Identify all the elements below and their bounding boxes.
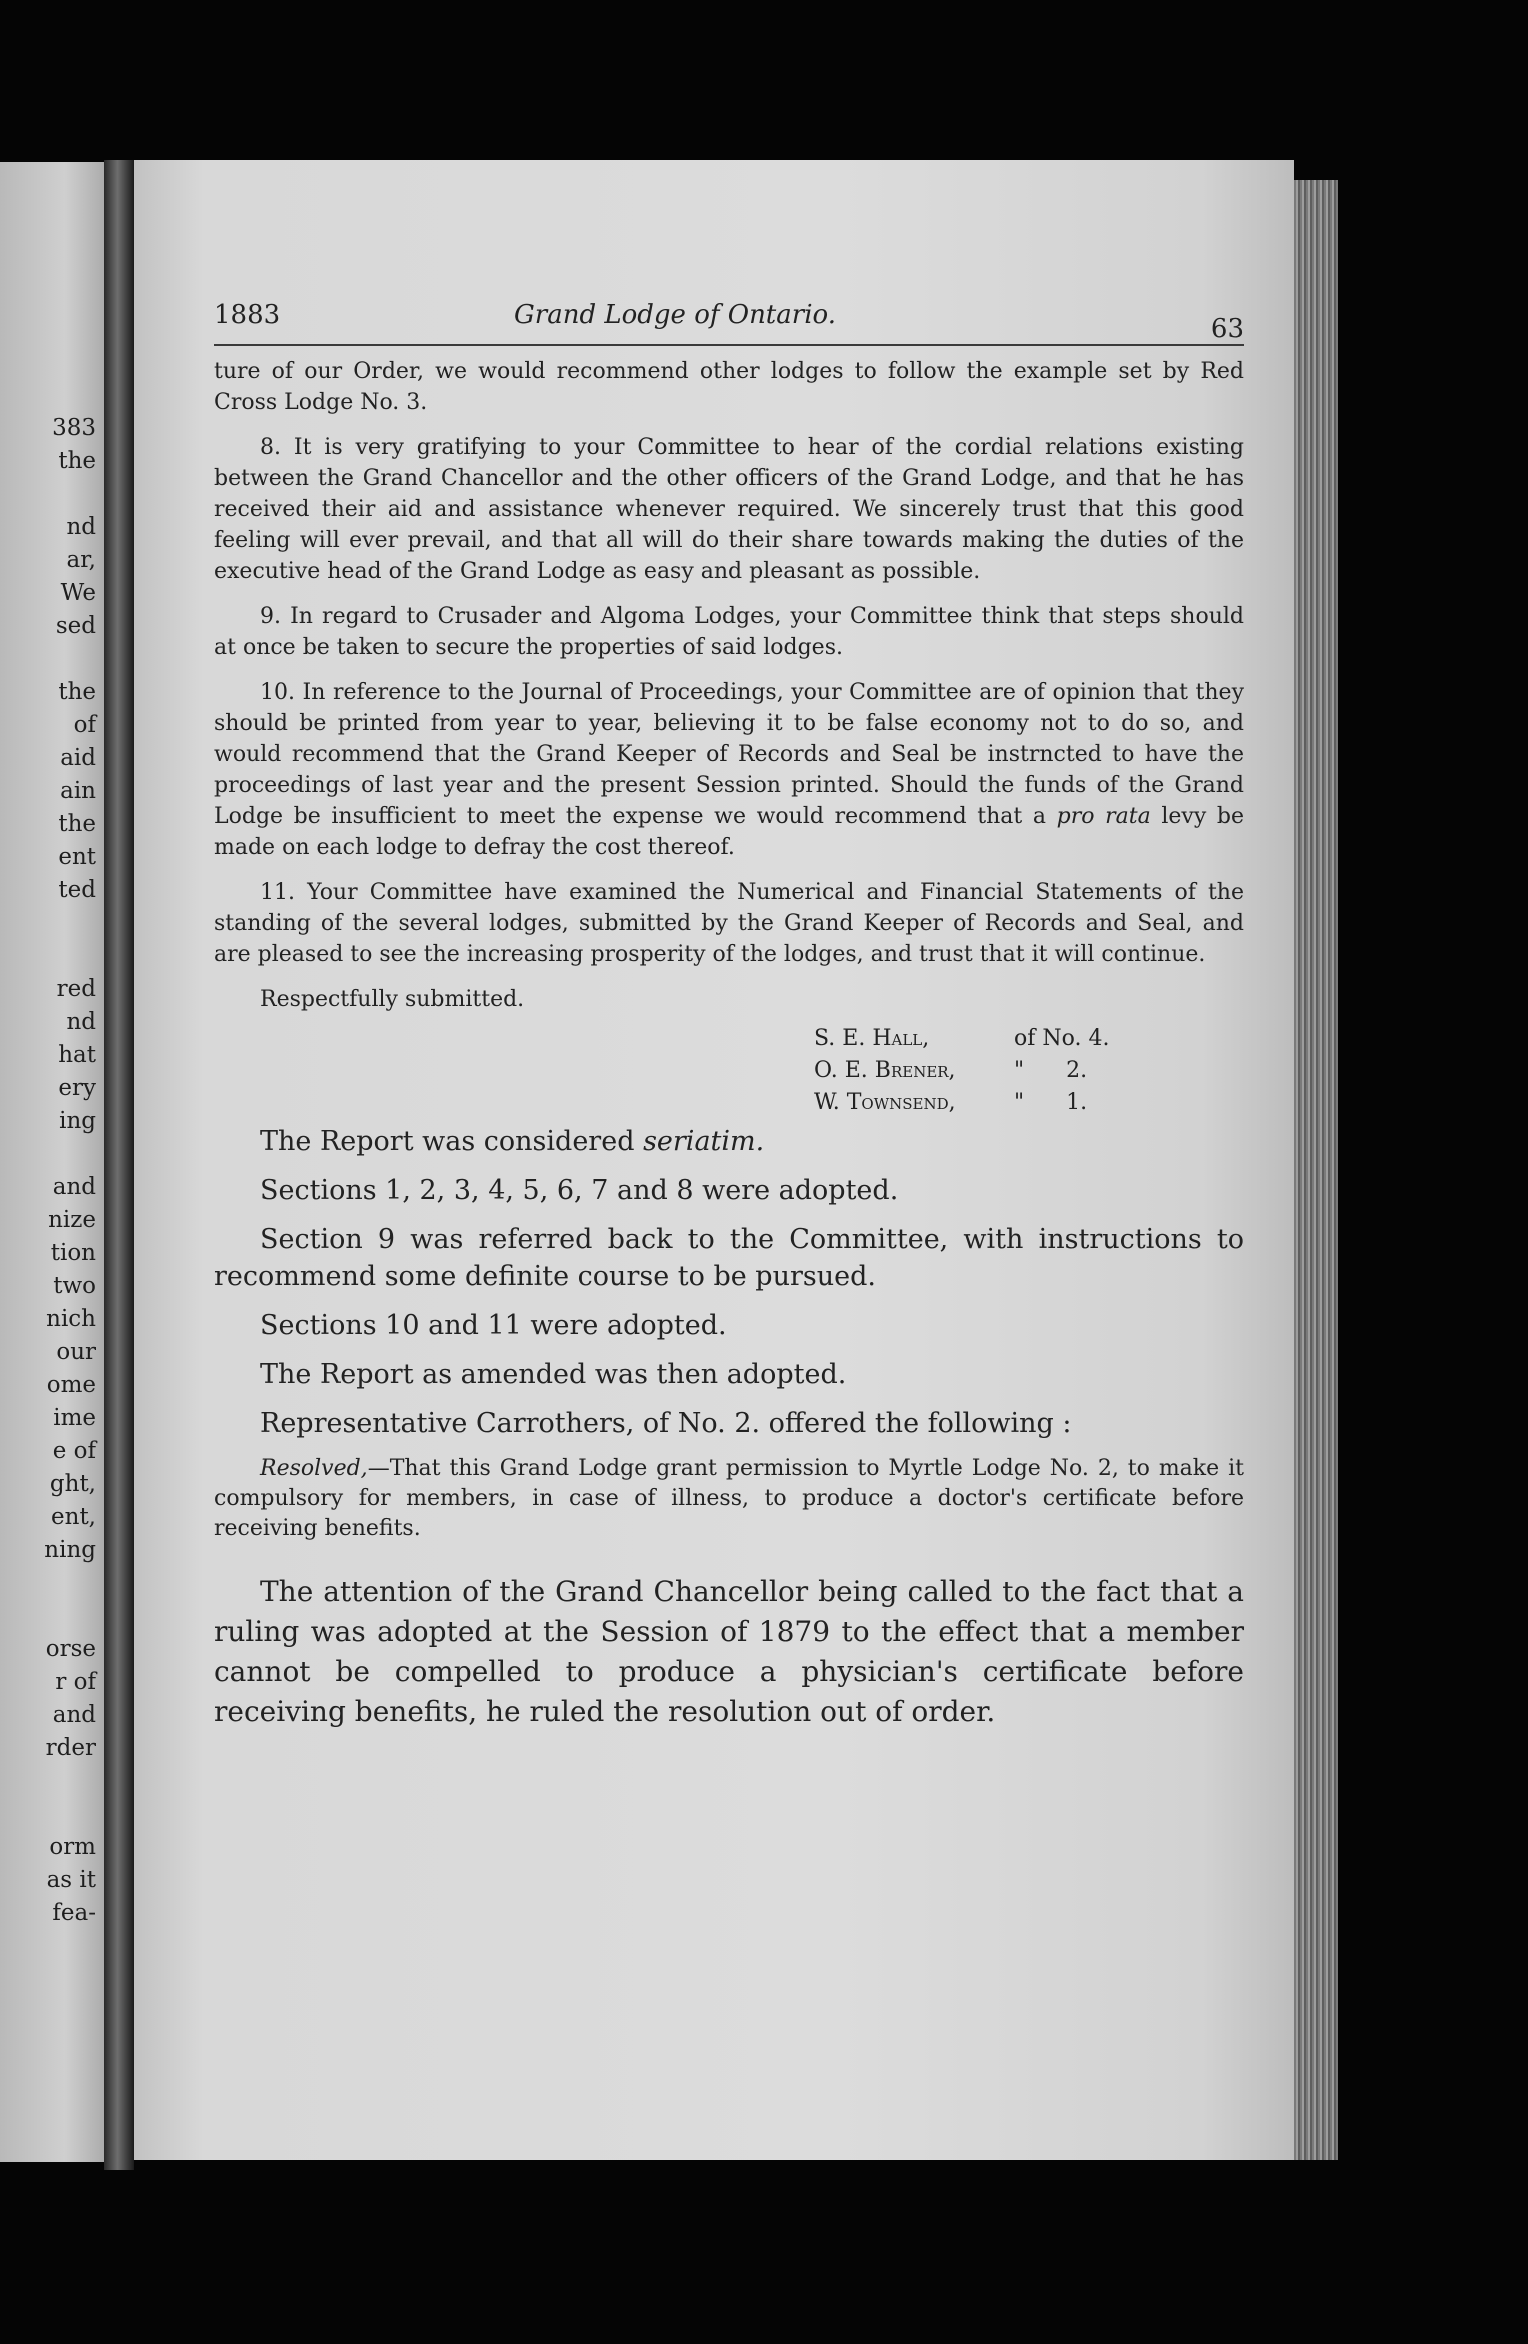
running-header [214, 300, 1244, 346]
paragraph-10-text: 10. In reference to the Journal of Proceedings, your Committee are of opinion that they should be printed from year to year, believing it to be false economy not to do so, and would recommend that the Grand Keeper of Records and Seal be instrncted to have the proceedings of last year and the present Session printed. Should the funds of the Grand Lodge be insufficient to meet the expense we would recommend that a [214, 680, 1244, 829]
signature-row [814, 1055, 1244, 1087]
facing-page-line: ing [59, 1108, 96, 1134]
facing-page-line [0, 1600, 104, 1633]
facing-page-line: e of [52, 1438, 96, 1464]
book-page [134, 160, 1294, 2160]
signature-row [814, 1023, 1244, 1055]
facing-page-line [0, 478, 104, 511]
facing-page-line [0, 1765, 104, 1798]
facing-page-line [0, 1567, 104, 1600]
facing-page-line: nize [48, 1207, 96, 1233]
facing-page-line: ent, [51, 1504, 96, 1530]
page-number: 63 [1210, 314, 1244, 344]
facing-page-line: tion [50, 1240, 96, 1266]
resolution-text: —That this Grand Lodge grant permission to Myrtle Lodge No. 2, to make it compulsory for members, in case of illness, to produce a doctor's certificate before receiving benefits. [214, 1456, 1244, 1541]
facing-page-line: and [52, 1702, 96, 1728]
facing-page-line: orm [49, 1834, 96, 1860]
facing-page-line: ent [58, 844, 96, 870]
paragraph-10-end: levy be made on each lodge to defray the cost thereof. [214, 804, 1244, 860]
facing-page-line [0, 643, 104, 676]
facing-page-line: as it [46, 1867, 96, 1893]
facing-page-line: ain [60, 778, 96, 804]
facing-page-line: two [53, 1273, 96, 1299]
facing-page [0, 162, 108, 2162]
resolved-label: Resolved, [260, 1456, 368, 1481]
facing-page-line: sed [55, 613, 96, 639]
facing-page-line: We [60, 580, 96, 606]
signatory-lodge: " 1. [1014, 1090, 1088, 1115]
facing-page-line: aid [60, 745, 96, 771]
section-9-referred: Section 9 was referred back to the Committee, with instructions to recommend some definite course to be pursued. [214, 1224, 1244, 1292]
facing-page-line: red [56, 976, 96, 1002]
facing-page-line [0, 1798, 104, 1831]
facing-page-line: and [52, 1174, 96, 1200]
facing-page-line: of [73, 712, 96, 738]
facing-page-line: ght, [49, 1471, 96, 1497]
facing-page-line: ery [58, 1075, 96, 1101]
signatory-lodge: " 2. [1014, 1058, 1088, 1083]
seriatim: seriatim. [643, 1126, 765, 1157]
facing-page-line [0, 1138, 104, 1171]
ruling-paragraph: The attention of the Grand Chancellor being called to the fact that a ruling was adopted at the Session of 1879 to the effect that a member cannot be compelled to produce a physician's certificate before receiving benefits, he ruled the resolution out of order. [214, 1575, 1244, 1728]
committee-report [214, 356, 1244, 1015]
signatory-lodge: of No. 4. [1014, 1026, 1110, 1051]
facing-page-line [0, 907, 104, 940]
respectfully-submitted: Respectfully submitted. [260, 987, 525, 1012]
report-amended: The Report as amended was then adopted. [260, 1359, 847, 1390]
facing-page-line: ning [44, 1537, 96, 1563]
report-considered [214, 1123, 1244, 1160]
facing-page-line: nd [66, 514, 96, 540]
facing-page-line: ime [53, 1405, 96, 1431]
facing-page-line [0, 940, 104, 973]
facing-page-line: rder [45, 1735, 96, 1761]
paragraph-10-italic: pro rata [1056, 804, 1151, 829]
signatory-name: O. E. Brener, [814, 1058, 956, 1083]
sections-adopted: Sections 1, 2, 3, 4, 5, 6, 7 and 8 were adopted. [260, 1175, 899, 1206]
proceedings [214, 1123, 1244, 1442]
facing-page-line: the [58, 448, 96, 474]
facing-page-line: ar, [66, 547, 96, 573]
paragraph-8: 8. It is very gratifying to your Committee to hear of the cordial relations existing between the Grand Chancellor and the other officers of the Grand Lodge, and that he has received their aid and assistance whenever required. We sincerely trust that this good feeling will ever prevail, and that all will do their share towards making the duties of the executive head of the Grand Lodge as easy and pleasant as possible. [214, 435, 1244, 584]
facing-page-text [0, 412, 104, 1930]
facing-page-line: r of [55, 1669, 96, 1695]
sections-10-11-adopted: Sections 10 and 11 were adopted. [260, 1310, 727, 1341]
facing-page-line: fea- [52, 1900, 96, 1926]
signatory-name: S. E. Hall, [814, 1026, 930, 1051]
book-gutter [104, 160, 134, 2170]
facing-page-line: 383 [52, 415, 96, 441]
page-edge [1294, 180, 1338, 2160]
signature-block [814, 1023, 1244, 1119]
facing-page-line: hat [58, 1042, 96, 1068]
carrothers-motion: Representative Carrothers, of No. 2. offered the following : [260, 1408, 1072, 1439]
header-year: 1883 [214, 300, 281, 330]
facing-page-line: nd [66, 1009, 96, 1035]
facing-page-line: ome [46, 1372, 96, 1398]
paragraph-10 [214, 677, 1244, 863]
facing-page-line: ted [58, 877, 96, 903]
facing-page-line: the [58, 679, 96, 705]
paragraph-9: 9. In regard to Crusader and Algoma Lodges, your Committee think that steps should at once be taken to secure the properties of said lodges. [214, 604, 1244, 660]
facing-page-line: orse [45, 1636, 96, 1662]
resolution [214, 1454, 1244, 1544]
facing-page-line: nich [46, 1306, 96, 1332]
signatory-name: W. Townsend, [814, 1090, 956, 1115]
header-title: Grand Lodge of Ontario. [514, 300, 836, 330]
facing-page-line: the [58, 811, 96, 837]
paragraph-11: 11. Your Committee have examined the Numerical and Financial Statements of the standing of the several lodges, submitted by the Grand Keeper of Records and Seal, and are pleased to see the increasing prosperity of the lodges, and trust that it will continue. [214, 880, 1244, 967]
report-considered-text: The Report was considered [260, 1126, 644, 1157]
signature-row [814, 1087, 1244, 1119]
page-content [214, 300, 1244, 1760]
facing-page-line: our [56, 1339, 96, 1365]
paragraph-continuation: ture of our Order, we would recommend other lodges to follow the example set by Red Cross Lodge No. 3. [214, 359, 1244, 415]
